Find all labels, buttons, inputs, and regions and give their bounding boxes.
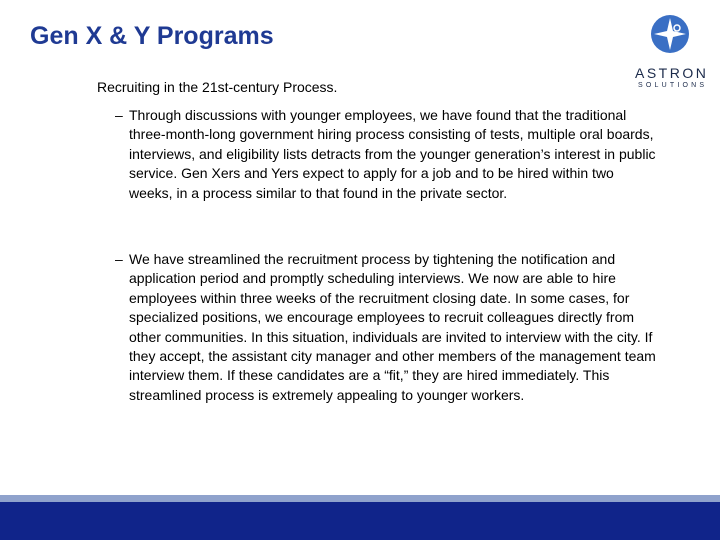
slide-title: Gen X & Y Programs [30,22,274,50]
astron-star-icon [650,14,690,54]
bullet-text: We have streamlined the recruitment process by tightening the notification and application period and promptly scheduling interviews. We now are able to hire employees within three weeks of the recruitment closing date. In some cases, for specialized positions, we encourage employees to recruit colleagues directly from other communities. In this situation, individuals are invited to interview with the city. If they accept, the assistant city manager and other members of the management team interview them. If these candidates are a “fit,” they are hired immediately. This streamlined process is extremely appealing to younger workers. [129,251,656,403]
section-heading: Recruiting in the 21st-century Process. [97,79,338,95]
bullet-item [115,106,660,203]
footer-band [0,502,720,540]
bullet-item [115,250,660,405]
dash-marker: – [115,107,123,123]
company-logo [630,14,712,94]
logo-tagline: SOLUTIONS [638,82,708,89]
dash-marker: – [115,251,123,267]
logo-name: ASTRON [635,65,709,81]
bullet-text: Through discussions with younger employees, we have found that the traditional three-month-long government hiring process consisting of tests, multiple oral boards, interviews, and eligibility lists detracts from the younger generation’s interest in public service. Gen Xers and Yers expect to apply for a job and to be hired within two weeks, in a process similar to that found in the private sector. [129,107,656,201]
footer-stripe-light [0,495,720,502]
